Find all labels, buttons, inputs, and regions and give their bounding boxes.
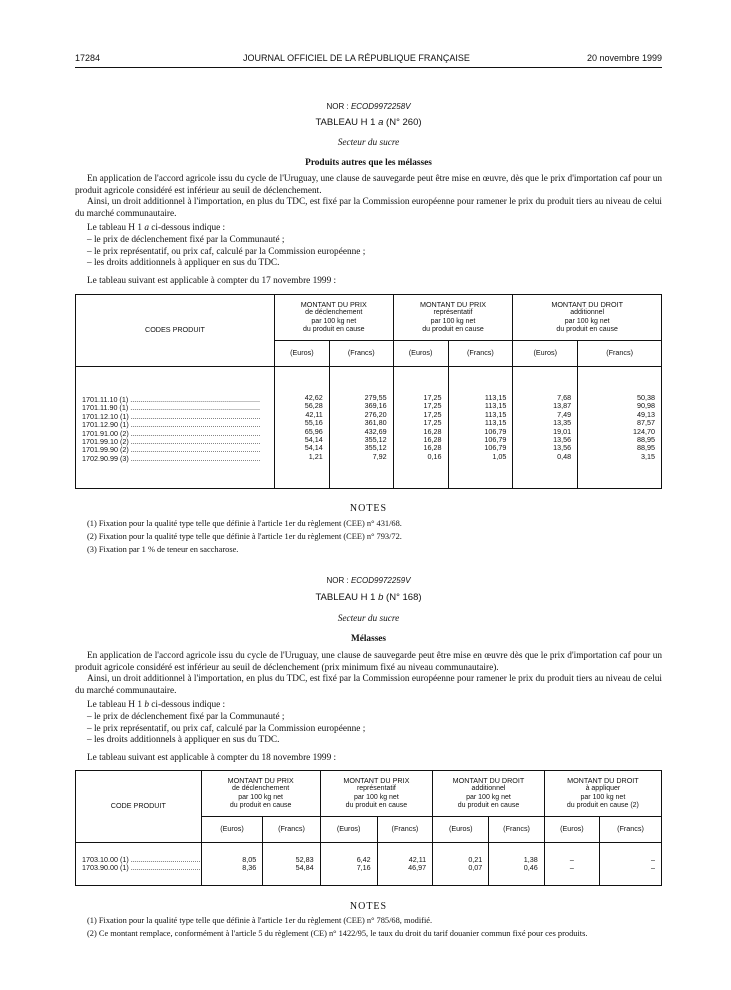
table-cell: 42,62 (304, 392, 323, 402)
table-cell: 54,14 (304, 434, 323, 444)
table-cell: 17,25 (423, 409, 442, 419)
table-cell: 52,83 (295, 854, 314, 864)
note-item: (1) Fixation pour la qualité type telle que définie à l'article 1er du règlement (CEE) n° 431/68. (87, 519, 402, 528)
table-cell: 106,79 (484, 443, 507, 453)
product-code: 1701.12.10 (1) ................................................................. (82, 412, 261, 421)
table-cell: 16,28 (423, 426, 442, 436)
table-cell: 50,38 (637, 392, 655, 402)
unit-header: (Euros) (393, 341, 448, 367)
table-cell: 8,36 (242, 863, 257, 872)
value-column (274, 367, 329, 489)
note-item: (3) Fixation par 1 % de teneur en saccharose. (87, 545, 239, 554)
paragraph: Ainsi, un droit additionnel à l'importation, en plus du TDC, est fixé par la Commission européenne pour ramener le prix du produit tiers au niveau de celui du marché communautaire. (75, 674, 662, 696)
bullet-item: – le prix de déclenchement fixé par la Communauté ; (87, 711, 285, 722)
table-cell: 54,14 (304, 443, 323, 453)
data-table-2 (75, 770, 662, 886)
product-code: 1701.11.90 (1) ................................................................. (82, 404, 261, 413)
table-cell: 7,68 (557, 392, 572, 402)
table-cell: 0,07 (468, 863, 483, 872)
value-column (489, 843, 544, 886)
page-header (75, 53, 662, 65)
table-header-group: MONTANT DU PRIX représentatif par 100 kg net du produit en cause (393, 295, 513, 341)
paragraph: Ainsi, un droit additionnel à l'importation, en plus du TDC, est fixé par la Commission européenne pour ramener le prix du produit tiers au niveau de celui du marché communautaire. (75, 197, 662, 219)
table-cell: 90,98 (637, 401, 655, 411)
subtitle-1: Produits autres que les mélasses (305, 158, 432, 168)
table-header-group: MONTANT DU DROIT additionnel par 100 kg net du produit en cause (433, 771, 545, 817)
notes-1 (75, 517, 662, 556)
paragraph: En application de l'accord agricole issu du cycle de l'Uruguay, une clause de sauvegarde peut être mise en œuvre dès que le prix d'importation caf pour un produit agricole considéré est inférieur au seuil de déclenchement (prix minimum fixé au niveau communautaire). (75, 651, 662, 673)
unit-header: (Euros) (513, 341, 578, 367)
notes-title-2: NOTES (349, 901, 388, 912)
journal-title: JOURNAL OFFICIEL DE LA RÉPUBLIQUE FRANÇAISE (243, 53, 470, 63)
table-cell: 8,05 (242, 854, 257, 864)
value-column (320, 843, 377, 886)
codes-column (76, 843, 202, 886)
unit-header: (Euros) (274, 341, 329, 367)
value-column (201, 843, 263, 886)
unit-header: (Francs) (263, 817, 320, 843)
paragraph: Le tableau H 1 b ci-dessous indique : (87, 700, 226, 711)
table-cell: 17,25 (423, 392, 442, 402)
nor-reference-1: NOR : ECOD9972258V (326, 102, 411, 111)
value-column (433, 843, 489, 886)
value-column (377, 843, 432, 886)
table-cell: 46,97 (408, 863, 427, 872)
paragraph: Le tableau suivant est applicable à compter du 18 novembre 1999 : (87, 752, 337, 763)
unit-header: (Euros) (433, 817, 489, 843)
issue-date: 20 novembre 1999 (586, 53, 662, 63)
table-cell: 49,13 (637, 409, 655, 419)
note-item: (1) Fixation pour la qualité type telle que définie à l'article 1er du règlement (CEE) n° 785/68, modifié. (87, 916, 433, 925)
unit-header: (Francs) (329, 341, 393, 367)
table-cell: 13,56 (553, 434, 572, 444)
unit-header: (Euros) (201, 817, 263, 843)
table-cell: 65,96 (304, 426, 323, 436)
table-header-group: MONTANT DU PRIX représentatif par 100 kg net du produit en cause (320, 771, 433, 817)
table-cell: 113,15 (484, 409, 507, 419)
notes-title-1: NOTES (349, 503, 388, 514)
table-cell: – (569, 854, 574, 864)
table-cell: 1,38 (523, 854, 538, 864)
table-cell: 7,49 (557, 409, 572, 419)
table-header-codes: CODE PRODUIT (76, 771, 202, 843)
unit-header: (Francs) (489, 817, 544, 843)
table-cell: 42,11 (305, 409, 323, 419)
product-code: 1703.90.00 (1) ................................... (82, 864, 201, 872)
table-cell: 1,21 (308, 451, 323, 461)
page-number: 17284 (75, 53, 101, 63)
table-cell: 42,11 (408, 854, 427, 864)
table-header-group: MONTANT DU DROIT additionnel par 100 kg net du produit en cause (513, 295, 662, 341)
table-cell: 88,95 (637, 434, 655, 444)
table-title-1: TABLEAU H 1 a (N° 260) (315, 117, 422, 128)
table-cell: 279,55 (364, 392, 387, 402)
value-column (600, 843, 662, 886)
product-code: 1701.91.00 (2) ................................................................. (82, 429, 261, 438)
value-column (263, 843, 320, 886)
table-cell: 124,70 (633, 426, 655, 436)
header-rule (75, 67, 662, 68)
table-header-group: MONTANT DU DROIT à appliquer par 100 kg net du produit en cause (2) (544, 771, 661, 817)
table-cell: 6,42 (356, 854, 371, 864)
unit-header: (Francs) (448, 341, 513, 367)
table-cell: 0,46 (523, 863, 538, 872)
table-cell: 7,16 (356, 863, 371, 872)
table-cell: 17,25 (423, 401, 442, 411)
subtitle-2: Mélasses (350, 634, 387, 644)
sector-title-2: Secteur du sucre (337, 614, 400, 624)
codes-column (76, 367, 275, 489)
table-cell: 16,28 (423, 434, 442, 444)
table-cell: 55,16 (304, 418, 323, 428)
value-column (448, 367, 513, 489)
value-column (393, 367, 448, 489)
note-item: (2) Ce montant remplace, conformément à l'article 5 du règlement (CE) n° 1422/95, le taux du droit du tarif douanier commun fixé pour ces produits. (87, 928, 588, 938)
bullet-item: – le prix représentatif, ou prix caf, calculé par la Commission européenne ; (87, 246, 366, 257)
table-cell: 369,16 (364, 401, 387, 411)
table-cell: 113,15 (484, 392, 507, 402)
value-column (329, 367, 393, 489)
note-item: (2) Fixation pour la qualité type telle que définie à l'article 1er du règlement (CEE) n° 793/72. (87, 532, 402, 541)
table-header-codes: CODES PRODUIT (76, 295, 275, 367)
sector-title-1: Secteur du sucre (337, 138, 400, 148)
bullet-item: – les droits additionnels à appliquer en sus du TDC. (87, 258, 280, 269)
table-cell: – (569, 863, 574, 872)
product-code: 1701.99.10 (2) ................................................................. (82, 437, 261, 446)
table-header-group: MONTANT DU PRIX de déclenchement par 100 kg net du produit en cause (201, 771, 320, 817)
table-cell: 355,12 (364, 443, 387, 453)
table-cell: – (651, 863, 655, 872)
paragraph: En application de l'accord agricole issu du cycle de l'Uruguay, une clause de sauvegarde peut être mise en œuvre, dès que le prix d'importation caf pour un produit agricole considéré est inférieur au seuil de déclenchement. (75, 174, 662, 196)
product-code: 1701.99.90 (2) ................................................................. (82, 446, 261, 455)
unit-header: (Francs) (578, 341, 662, 367)
table-cell: 0,21 (468, 854, 483, 864)
bullet-item: – le prix représentatif, ou prix caf, calculé par la Commission européenne ; (87, 723, 366, 734)
table-cell: 87,57 (637, 418, 655, 428)
table-cell: 7,92 (372, 451, 387, 461)
table-cell: 1,05 (492, 451, 507, 461)
body-text-1 (75, 174, 662, 287)
value-column (578, 367, 662, 489)
product-code: 1703.10.00 (1) ................................... (82, 855, 201, 864)
table-cell: 88,95 (637, 443, 655, 453)
body-text-2 (75, 651, 662, 764)
unit-header: (Francs) (600, 817, 662, 843)
table-title-2: TABLEAU H 1 b (N° 168) (315, 592, 422, 603)
table-cell: 276,20 (364, 409, 387, 419)
table-cell: 355,12 (364, 434, 387, 444)
product-code: 1701.11.10 (1) ................................................................. (82, 395, 261, 404)
value-column (544, 843, 599, 886)
table-cell: 13,56 (553, 443, 572, 453)
paragraph: Le tableau suivant est applicable à compter du 17 novembre 1999 : (87, 275, 337, 286)
table-cell: 16,28 (423, 443, 442, 453)
unit-header: (Francs) (377, 817, 432, 843)
table-cell: 113,15 (484, 418, 507, 428)
table-cell: 19,01 (553, 426, 572, 436)
table-cell: 13,35 (553, 418, 572, 428)
table-cell: 17,25 (423, 418, 442, 428)
table-cell: 0,48 (557, 451, 572, 461)
value-column (513, 367, 578, 489)
table-cell: 361,80 (364, 418, 387, 428)
bullet-item: – les droits additionnels à appliquer en sus du TDC. (87, 735, 280, 746)
table-cell: 106,79 (484, 426, 507, 436)
table-cell: 432,69 (364, 426, 387, 436)
data-table-1 (75, 294, 662, 489)
table-cell: 3,15 (641, 451, 655, 461)
nor-reference-2: NOR : ECOD9972259V (326, 576, 411, 585)
table-cell: 106,79 (484, 434, 507, 444)
bullet-item: – le prix de déclenchement fixé par la Communauté ; (87, 234, 285, 245)
table-cell: – (651, 854, 655, 864)
table-cell: 113,15 (484, 401, 507, 411)
product-code: 1702.90.99 (3) ................................................................. (82, 454, 261, 463)
product-code: 1701.12.90 (1) ................................................................. (82, 421, 261, 430)
table-cell: 13,87 (553, 401, 572, 411)
table-cell: 54,84 (295, 863, 314, 872)
table-cell: 56,28 (304, 401, 323, 411)
unit-header: (Euros) (544, 817, 599, 843)
notes-2 (75, 915, 662, 939)
table-cell: 0,16 (427, 451, 442, 461)
paragraph: Le tableau H 1 a ci-dessous indique : (87, 223, 226, 234)
table-header-group: MONTANT DU PRIX de déclenchement par 100 kg net du produit en cause (274, 295, 393, 341)
unit-header: (Euros) (320, 817, 377, 843)
